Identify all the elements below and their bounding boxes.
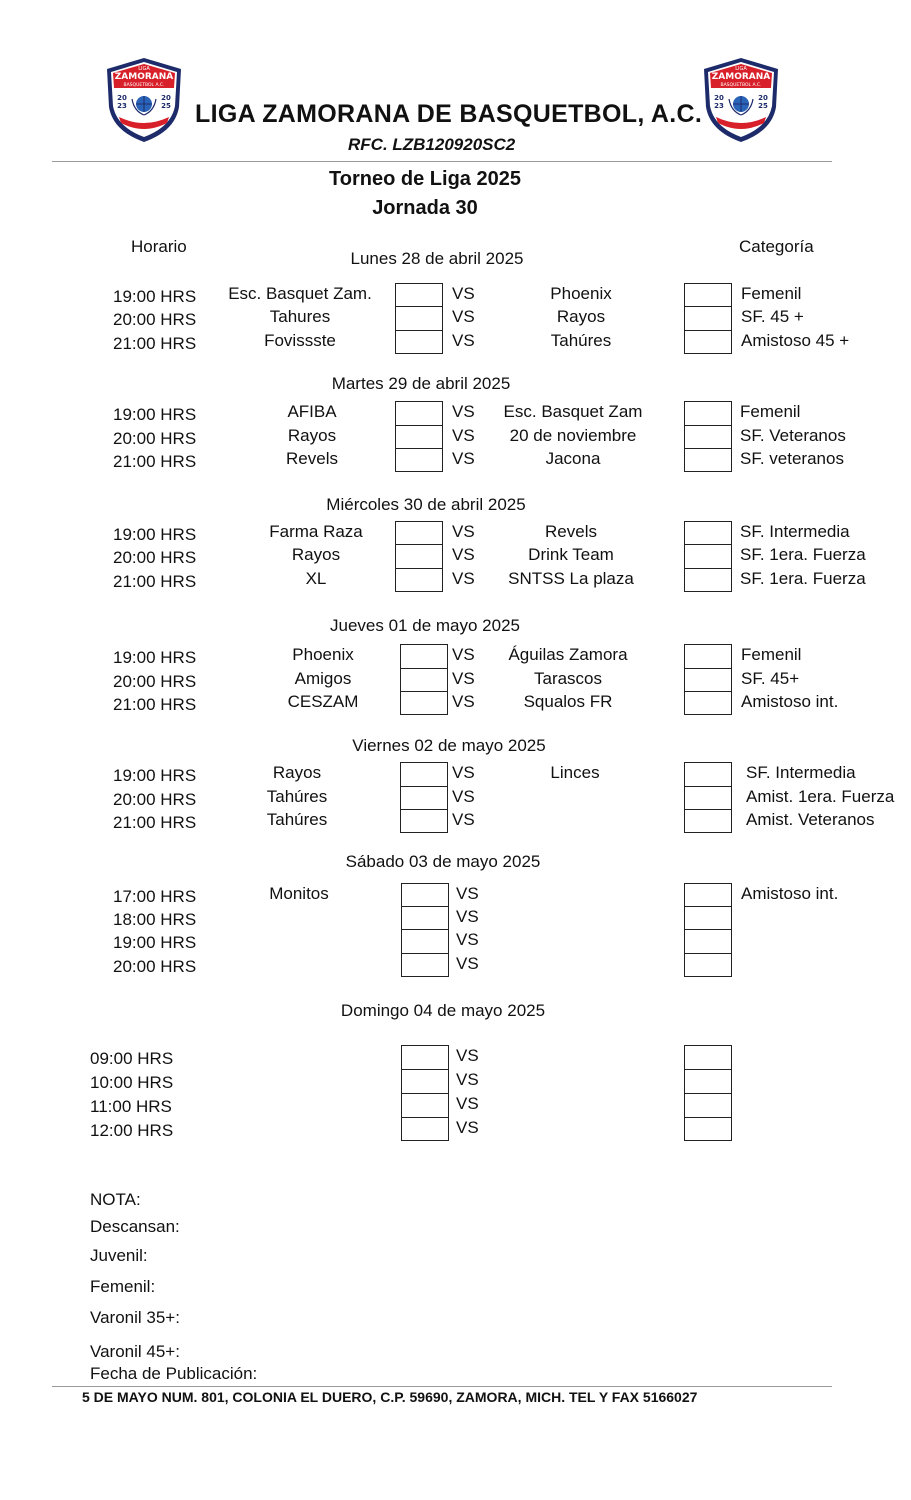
logo-main-text: ZAMORANA: [114, 72, 174, 82]
away-score-box[interactable]: [684, 953, 732, 977]
svg-text:BASQUETBOL A.C.: BASQUETBOL A.C.: [720, 83, 762, 88]
svg-text:25: 25: [161, 102, 171, 110]
away-score-box[interactable]: [684, 521, 732, 545]
away-team: Drink Team: [528, 545, 614, 564]
vs-label: VS: [452, 331, 475, 350]
away-team: Tarascos: [533, 669, 603, 688]
away-team: SNTSS La plaza: [508, 569, 634, 588]
note-descansan: Descansan:: [90, 1217, 180, 1236]
away-score-box[interactable]: [684, 906, 732, 930]
home-team: Esc. Basquet Zam.: [228, 284, 372, 303]
home-team: Monitos: [269, 884, 329, 903]
svg-text:23: 23: [117, 102, 127, 110]
vs-label: VS: [452, 810, 475, 829]
note-varonil-35: Varonil 35+:: [90, 1308, 180, 1327]
away-team: Águilas Zamora: [508, 645, 628, 664]
away-score-box[interactable]: [684, 283, 732, 307]
day-heading: Martes 29 de abril 2025: [331, 374, 511, 393]
game-time: 19:00 HRS: [113, 766, 197, 785]
home-team: Phoenix: [292, 645, 354, 664]
vs-label: VS: [452, 426, 475, 445]
vs-label: VS: [452, 763, 475, 782]
away-team: Rayos: [556, 307, 606, 326]
home-score-box[interactable]: [395, 448, 443, 472]
game-time: 20:00 HRS: [113, 429, 197, 448]
game-time: 17:00 HRS: [113, 887, 197, 906]
vs-label: VS: [456, 1070, 479, 1089]
category-label: Amistoso 45 +: [741, 331, 850, 350]
home-score-box[interactable]: [400, 691, 448, 715]
away-score-box[interactable]: [684, 1093, 732, 1117]
vs-label: VS: [456, 1118, 479, 1137]
category-label: SF. 1era. Fuerza: [740, 569, 866, 588]
away-score-box[interactable]: [684, 401, 732, 425]
home-score-box[interactable]: [395, 283, 443, 307]
home-team: CESZAM: [287, 692, 359, 711]
day-heading: Sábado 03 de mayo 2025: [345, 852, 541, 871]
game-time: 21:00 HRS: [113, 334, 197, 353]
vs-label: VS: [452, 307, 475, 326]
league-logo-left: [103, 55, 185, 145]
away-score-box[interactable]: [684, 1045, 732, 1069]
vs-label: VS: [456, 954, 479, 973]
home-score-box[interactable]: [395, 544, 443, 568]
home-score-box[interactable]: [401, 929, 449, 953]
game-time: 19:00 HRS: [113, 525, 197, 544]
away-score-box[interactable]: [684, 883, 732, 907]
logo-sub-text: BASQUETBOL A.C.: [123, 83, 165, 88]
svg-text:LIGA: LIGA: [735, 66, 747, 72]
away-team: Squalos FR: [523, 692, 613, 711]
footer-divider: [52, 1386, 832, 1387]
category-label: SF. 45+: [741, 669, 800, 688]
category-label: SF. veteranos: [740, 449, 844, 468]
game-time: 20:00 HRS: [113, 672, 197, 691]
category-label: Amistoso int.: [741, 692, 839, 711]
vs-label: VS: [452, 402, 475, 421]
league-logo-right: [700, 55, 782, 145]
category-label: Femenil: [740, 402, 801, 421]
game-time: 21:00 HRS: [113, 452, 197, 471]
vs-label: VS: [452, 692, 475, 711]
away-score-box[interactable]: [684, 668, 732, 692]
home-team: Rayos: [287, 426, 337, 445]
home-score-box[interactable]: [400, 786, 448, 810]
home-score-box[interactable]: [400, 668, 448, 692]
game-time: 20:00 HRS: [113, 957, 197, 976]
note-juvenil: Juvenil:: [90, 1246, 148, 1265]
away-score-box[interactable]: [684, 929, 732, 953]
home-team: Tahures: [269, 307, 331, 326]
away-score-box[interactable]: [684, 1069, 732, 1093]
game-time: 12:00 HRS: [90, 1121, 174, 1140]
home-score-box[interactable]: [401, 1045, 449, 1069]
home-score-box[interactable]: [400, 762, 448, 786]
home-team: Farma Raza: [269, 522, 363, 541]
home-team: Tahúres: [266, 787, 328, 806]
away-team: 20 de noviembre: [509, 426, 637, 445]
vs-label: VS: [452, 284, 475, 303]
round-title: Jornada 30: [372, 197, 478, 219]
home-team: XL: [305, 569, 327, 588]
home-team: Revels: [286, 449, 338, 468]
home-score-box[interactable]: [401, 953, 449, 977]
vs-label: VS: [456, 1046, 479, 1065]
category-label: Amist. Veteranos: [746, 810, 875, 829]
svg-text:20: 20: [117, 94, 127, 102]
home-team: Tahúres: [266, 810, 328, 829]
org-name: LIGA ZAMORANA DE BASQUETBOL, A.C.: [195, 100, 703, 128]
away-team: Revels: [545, 522, 597, 541]
category-label: SF. Intermedia: [740, 522, 850, 541]
home-score-box[interactable]: [401, 1117, 449, 1141]
home-team: AFIBA: [287, 402, 337, 421]
note-varonil-45: Varonil 45+:: [90, 1342, 180, 1361]
home-team: Fovissste: [264, 331, 336, 350]
away-score-box[interactable]: [684, 1117, 732, 1141]
category-label: SF. 1era. Fuerza: [740, 545, 866, 564]
home-score-box[interactable]: [400, 809, 448, 833]
home-score-box[interactable]: [395, 306, 443, 330]
away-score-box[interactable]: [684, 786, 732, 810]
vs-label: VS: [452, 569, 475, 588]
category-label: SF. Intermedia: [746, 763, 856, 782]
vs-label: VS: [452, 669, 475, 688]
game-time: 21:00 HRS: [113, 813, 197, 832]
svg-text:20: 20: [758, 94, 768, 102]
day-heading: Miércoles 30 de abril 2025: [326, 495, 526, 514]
home-score-box[interactable]: [401, 883, 449, 907]
category-label: Femenil: [741, 284, 802, 303]
home-score-box[interactable]: [395, 568, 443, 592]
game-time: 19:00 HRS: [113, 405, 197, 424]
category-label: Amistoso int.: [741, 884, 839, 903]
home-team: Rayos: [291, 545, 341, 564]
vs-label: VS: [452, 522, 475, 541]
away-team: Linces: [550, 763, 600, 782]
game-time: 11:00 HRS: [90, 1097, 172, 1116]
away-score-box[interactable]: [684, 644, 732, 668]
svg-text:20: 20: [714, 94, 724, 102]
category-label: Amist. 1era. Fuerza: [746, 787, 895, 806]
away-score-box[interactable]: [684, 691, 732, 715]
svg-text:20: 20: [161, 94, 171, 102]
vs-label: VS: [452, 645, 475, 664]
away-team: Phoenix: [550, 284, 612, 303]
header-divider: [52, 161, 832, 162]
away-score-box[interactable]: [684, 330, 732, 354]
day-heading: Domingo 04 de mayo 2025: [340, 1001, 546, 1020]
logo-top-text: LIGA: [138, 66, 150, 72]
game-time: 21:00 HRS: [113, 695, 197, 714]
away-score-box[interactable]: [684, 306, 732, 330]
vs-label: VS: [452, 449, 475, 468]
game-time: 21:00 HRS: [113, 572, 197, 591]
category-label: Femenil: [741, 645, 802, 664]
tournament-title: Torneo de Liga 2025: [329, 168, 521, 190]
away-team: Jacona: [545, 449, 601, 468]
game-time: 18:00 HRS: [113, 910, 197, 929]
home-score-box[interactable]: [395, 401, 443, 425]
away-score-box[interactable]: [684, 448, 732, 472]
vs-label: VS: [456, 930, 479, 949]
note-label: NOTA:: [90, 1190, 141, 1209]
vs-label: VS: [452, 787, 475, 806]
day-heading: Jueves 01 de mayo 2025: [330, 616, 520, 635]
publication-date: Fecha de Publicación:: [90, 1364, 258, 1383]
away-score-box[interactable]: [684, 544, 732, 568]
day-heading: Viernes 02 de mayo 2025: [352, 736, 546, 755]
vs-label: VS: [452, 545, 475, 564]
category-label: SF. Veteranos: [740, 426, 846, 445]
home-score-box[interactable]: [401, 906, 449, 930]
svg-text:23: 23: [714, 102, 724, 110]
home-score-box[interactable]: [401, 1069, 449, 1093]
away-score-box[interactable]: [684, 809, 732, 833]
game-time: 09:00 HRS: [90, 1049, 174, 1068]
home-team: Rayos: [272, 763, 322, 782]
column-header-categoria: Categoría: [739, 237, 814, 256]
away-team: Esc. Basquet Zam: [503, 402, 643, 421]
rfc-number: RFC. LZB120920SC2: [348, 135, 516, 154]
home-team: Amigos: [294, 669, 352, 688]
home-score-box[interactable]: [395, 330, 443, 354]
away-score-box[interactable]: [684, 568, 732, 592]
column-header-horario: Horario: [131, 237, 187, 256]
game-time: 20:00 HRS: [113, 310, 197, 329]
game-time: 20:00 HRS: [113, 548, 197, 567]
vs-label: VS: [456, 907, 479, 926]
category-label: SF. 45 +: [741, 307, 804, 326]
note-femenil: Femenil:: [90, 1277, 156, 1296]
game-time: 10:00 HRS: [90, 1073, 174, 1092]
away-team: Tahúres: [550, 331, 612, 350]
svg-text:ZAMORANA: ZAMORANA: [711, 72, 771, 82]
home-score-box[interactable]: [395, 521, 443, 545]
game-time: 19:00 HRS: [113, 287, 197, 306]
game-time: 19:00 HRS: [113, 933, 197, 952]
svg-text:25: 25: [758, 102, 768, 110]
home-score-box[interactable]: [400, 644, 448, 668]
away-score-box[interactable]: [684, 425, 732, 449]
vs-label: VS: [456, 884, 479, 903]
vs-label: VS: [456, 1094, 479, 1113]
away-score-box[interactable]: [684, 762, 732, 786]
home-score-box[interactable]: [395, 425, 443, 449]
home-score-box[interactable]: [401, 1093, 449, 1117]
game-time: 19:00 HRS: [113, 648, 197, 667]
game-time: 20:00 HRS: [113, 790, 197, 809]
footer-address: 5 DE MAYO NUM. 801, COLONIA EL DUERO, C.P. 59690, ZAMORA, MICH. TEL Y FAX 5166027: [82, 1389, 698, 1405]
day-heading: Lunes 28 de abril 2025: [350, 249, 524, 268]
